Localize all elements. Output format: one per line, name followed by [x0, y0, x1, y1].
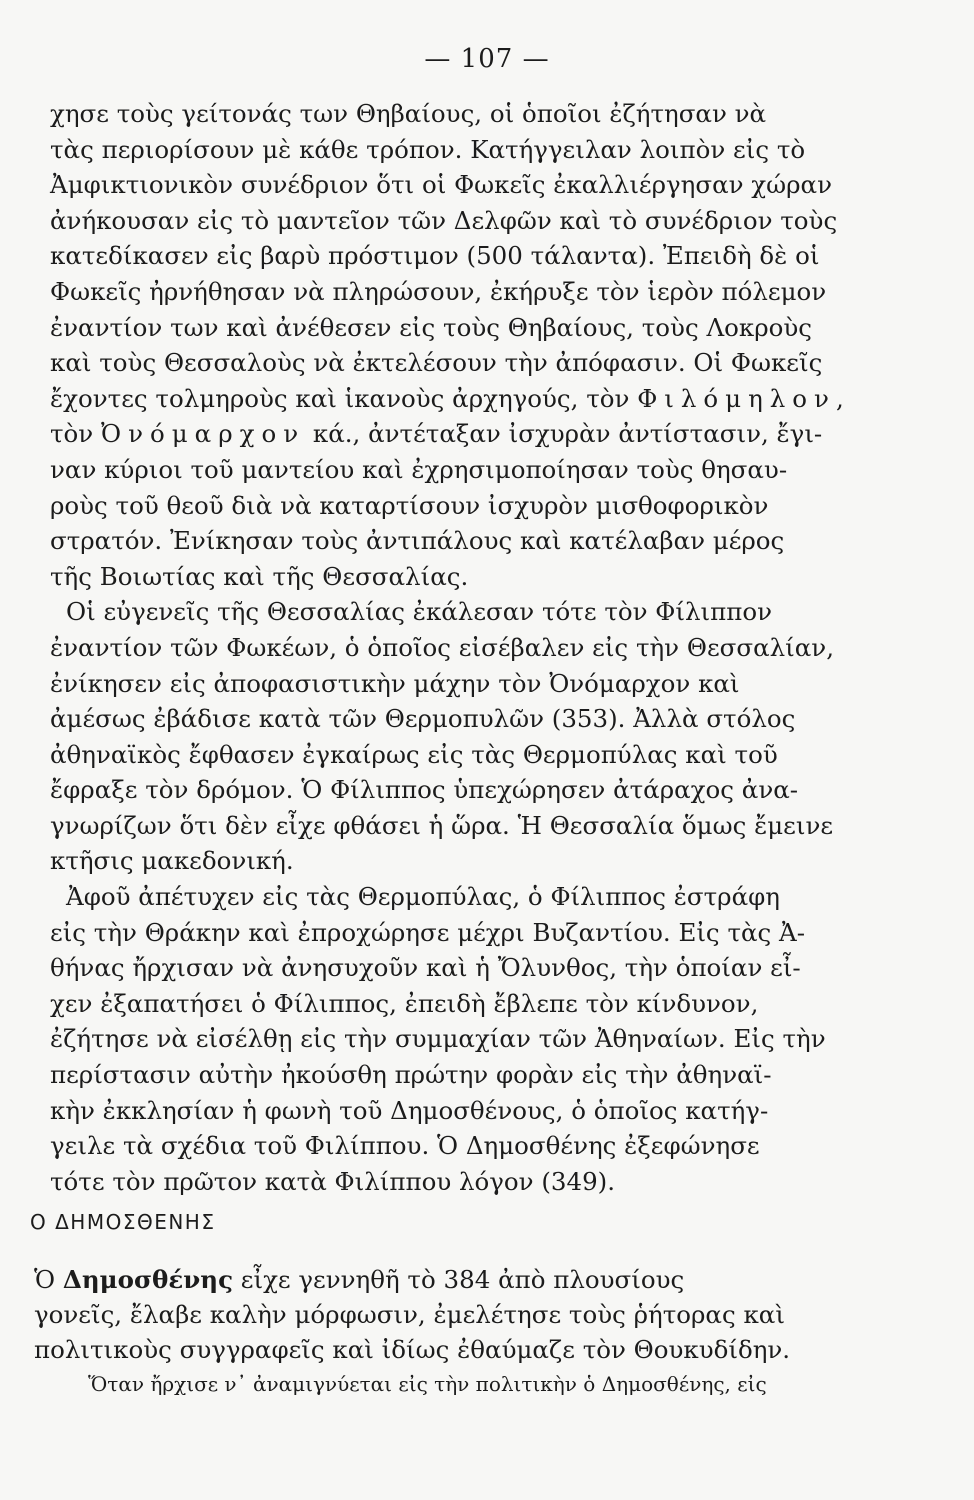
text-line: τῆς Βοιωτίας καὶ τῆς Θεσσαλίας.: [50, 561, 469, 591]
text-line: στρατόν. Ἐνίκησαν τοὺς ἀντιπάλους καὶ κατέλαβαν μέρος: [50, 526, 785, 556]
text-line: ἔφραξε τὸν δρόμον. Ὁ Φίλιππος ὑπεχώρησεν ἀτάραχος ἀνα-: [50, 775, 799, 805]
text-line: [50, 416, 830, 452]
name-onomarchos: Ὀνόμαρχον: [101, 419, 306, 449]
text-line: ἔχοντες τολμηροὺς καὶ ἱκανοὺς ἀρχηγούς, τὸν Φιλόμηλον,: [50, 383, 844, 413]
name-philomelos: Φιλόμηλον: [637, 383, 836, 413]
text-line: ἀνήκουσαν εἰς τὸ μαντεῖον τῶν Δελφῶν καὶ τὸ συνέδριον τοὺς: [50, 205, 838, 235]
name-demosthenes: Δημοσθένης: [62, 1265, 233, 1294]
text-line: Ἀμφικτιονικὸν συνέδριον ὅτι οἱ Φωκεῖς ἐκαλλιέργησαν χώραν: [50, 170, 832, 200]
text-line: περίστασιν αὐτὴν ἠκούσθη πρώτην φορὰν εἰς τὴν ἀθηναϊ-: [50, 1060, 772, 1090]
text-line: θήνας ἤρχισαν νὰ ἀνησυχοῦν καὶ ἡ Ὄλυνθος, τὴν ὁποίαν εἶ-: [50, 953, 801, 983]
text-line: Ἀφοῦ ἀπέτυχεν εἰς τὰς Θερμοπύλας, ὁ Φίλιππος ἐστράφη: [66, 882, 780, 912]
text-line: πολιτικοὺς συγγραφεῖς καὶ ἰδίως ἐθαύμαζε τὸν Θουκυδίδην.: [34, 1335, 791, 1364]
text-fragment: ἔχοντες τολμηροὺς καὶ ἱκανοὺς ἀρχηγούς, τὸν: [50, 383, 630, 413]
text-line: χησε τοὺς γείτονάς των Θηβαίους, οἱ ὁποῖοι ἐζήτησαν νὰ: [50, 99, 767, 128]
text-line: κτῆσις μακεδονική.: [50, 846, 294, 876]
text-fragment: Ὁ: [34, 1265, 56, 1294]
page-number: — 107 —: [424, 44, 550, 74]
text-line: ἐναντίον των καὶ ἀνέθεσεν εἰς τοὺς Θηβαίους, τοὺς Λοκροὺς: [50, 312, 812, 342]
text-line: ναν κύριοι τοῦ μαντείου καὶ ἐχρησιμοποίησαν τοὺς θησαυ-: [50, 454, 788, 484]
text-line: ἐνίκησεν εἰς ἀποφασιστικὴν μάχην τὸν Ὀνόμαρχον καὶ: [50, 668, 740, 698]
text-line: ἀθηναϊκὸς ἔφθασεν ἐγκαίρως εἰς τὰς Θερμοπύλας καὶ τοῦ: [50, 739, 778, 769]
text-line: ἀμέσως ἐβάδισε κατὰ τῶν Θερμοπυλῶν (353). Ἀλλὰ στόλος: [50, 704, 796, 734]
text-line: κὴν ἐκκλησίαν ἡ φωνὴ τοῦ Δημοσθένους, ὁ ὁποῖος κατήγ-: [50, 1095, 769, 1125]
main-text: [50, 96, 844, 1199]
text-line: Ὅταν ἤρχισε ν᾿ ἀναμιγνύεται εἰς τὴν πολιτικὴν ὁ Δημοσθένης, εἰς: [88, 1372, 767, 1396]
text-line: εἰς τὴν Θράκην καὶ ἐπροχώρησε μέχρι Βυζαντίου. Εἰς τὰς Ἀ-: [50, 917, 806, 947]
text-line: χεν ἐξαπατήσει ὁ Φίλιππος, ἐπειδὴ ἔβλεπε τὸν κίνδυνον,: [50, 988, 759, 1018]
text-line: κατεδίκασεν εἰς βαρὺ πρόστιμον (500 τάλαντα). Ἐπειδὴ δὲ οἱ: [50, 241, 820, 271]
text-fragment: εἶχε γεννηθῆ τὸ 384 ἀπὸ πλουσίους: [240, 1265, 685, 1294]
text-line: τὰς περιορίσουν μὲ κάθε τρόπον. Κατήγγειλαν λοιπὸν εἰς τὸ: [50, 134, 806, 164]
text-fragment: τὸν: [50, 419, 94, 449]
text-line: καὶ τοὺς Θεσσαλοὺς νὰ ἐκτελέσουν τὴν ἀπόφασιν. Οἱ Φωκεῖς: [50, 348, 823, 378]
text-line: ἐζήτησε νὰ εἰσέλθῃ εἰς τὴν συμμαχίαν τῶν Ἀθηναίων. Εἰς τὴν: [50, 1024, 826, 1054]
text-line: [34, 1262, 824, 1297]
text-line: Φωκεῖς ἠρνήθησαν νὰ πληρώσουν, ἐκήρυξε τὸν ἱερὸν πόλεμον: [50, 276, 827, 306]
text-fragment: κά., ἀντέταξαν ἰσχυρὰν ἀντίστασιν, ἔγι-: [312, 419, 823, 449]
text-line: γονεῖς, ἔλαβε καλὴν μόρφωσιν, ἐμελέτησε τοὺς ῥήτορας καὶ: [34, 1300, 785, 1329]
text-line: Οἱ εὐγενεῖς τῆς Θεσσαλίας ἐκάλεσαν τότε τὸν Φίλιππον: [66, 597, 772, 627]
text-line: ἐναντίον τῶν Φωκέων, ὁ ὁποῖος εἰσέβαλεν εἰς τὴν Θεσσαλίαν,: [50, 632, 834, 662]
text-line: γειλε τὰ σχέδια τοῦ Φιλίππου. Ὁ Δημοσθένης ἐξεφώνησε: [50, 1131, 760, 1161]
section-text: [34, 1262, 824, 1402]
text-line: ροὺς τοῦ θεοῦ διὰ νὰ καταρτίσουν ἰσχυρὸν μισθοφορικὸν: [50, 490, 769, 520]
section-heading: Ο ΔΗΜΟΣΘΕΝΗΣ: [30, 1210, 216, 1234]
text-line: τότε τὸν πρῶτον κατὰ Φιλίππου λόγον (349).: [50, 1166, 616, 1196]
text-line: γνωρίζων ὅτι δὲν εἶχε φθάσει ἡ ὥρα. Ἡ Θεσσαλία ὅμως ἔμεινε: [50, 810, 834, 840]
